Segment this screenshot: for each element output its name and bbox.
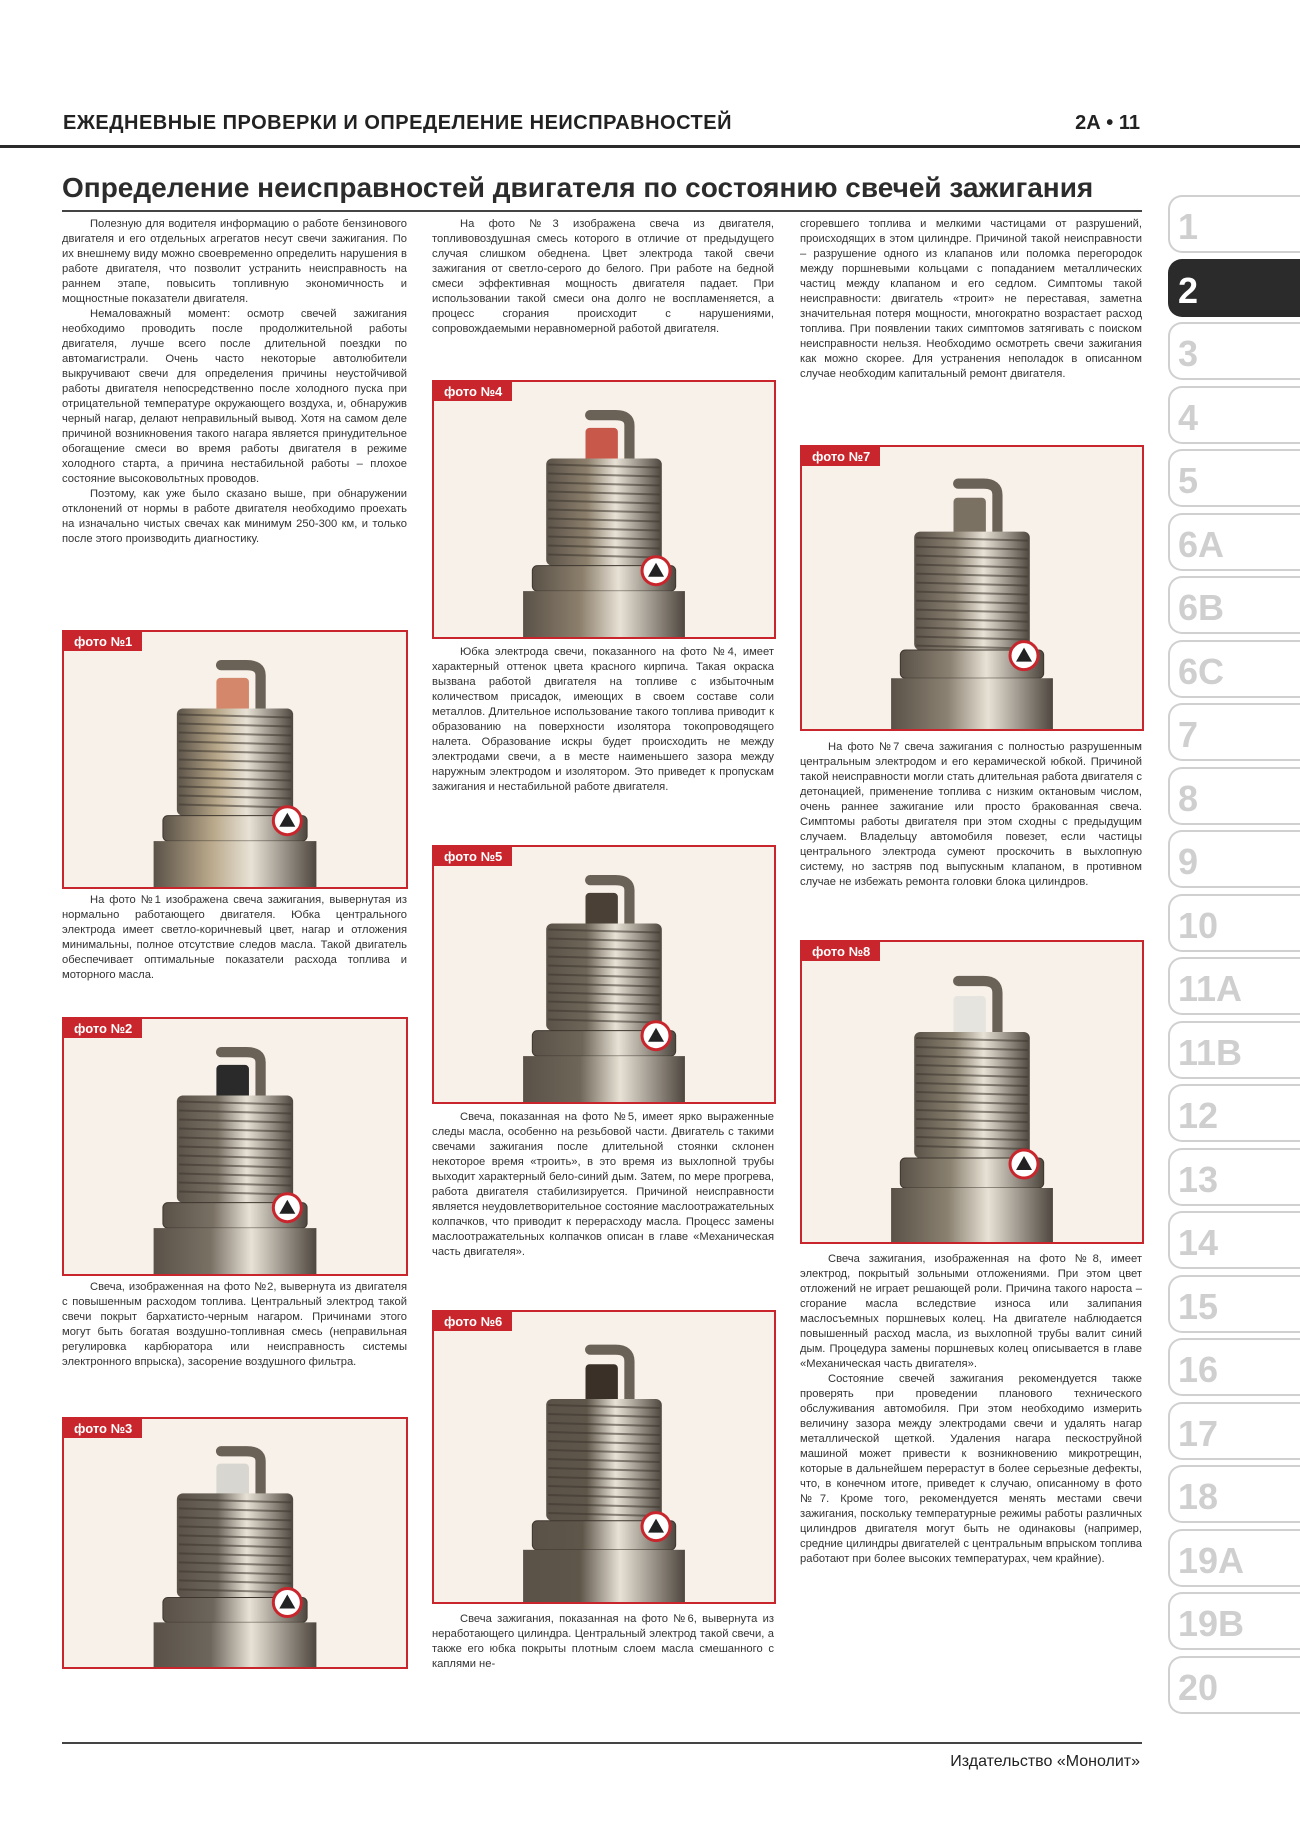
paragraph: На фото №7 свеча зажигания с полностью разрушенным центральным электродом и его керамической юбкой. Причиной такой неисправности могли стать длительная работа двигателя с детонацией, применение топлива с низким октановым числом, очень раннее зажигание или просто бракованная свеча. Симптомы работы двигателя при этом сходны с предыдущим случаем. Владельцу автомобиля повезет, если частицы центрального электрода сумеют проскочить в выхлопную систему, но застряв под выпускным клапаном, в противном случае не избежать ремонта головки блока цилиндров. (800, 741, 1142, 888)
chapter-tab[interactable] (1168, 259, 1300, 317)
chapter-tab-label: 8 (1178, 777, 1199, 819)
paragraph: сгоревшего топлива и мелкими частицами от разрушений, происходящих в этом цилиндре. Причиной такой неисправности – разрушение одного из клапанов или поломка перегородок между поршневыми кольцами с попаданием металлических частиц между клапаном и его седлом. Симптомы такой неисправности: двигатель «троит» не переставая, заметна значительная потеря мощности, многократно возрастает расход топлива. При появлении таких симптомов затягивать с поиском неисправности нельзя. Необходимо осмотреть свечи зажигания как можно скорее. Для устранения неполадок в описанном случае необходим капитальный ремонт двигателя. (800, 218, 1142, 380)
section-title: ЕЖЕДНЕВНЫЕ ПРОВЕРКИ И ОПРЕДЕЛЕНИЕ НЕИСПРАВНОСТЕЙ (63, 112, 732, 134)
photo-7 (800, 445, 1144, 731)
photo-3 (62, 1417, 408, 1669)
plug-hex (523, 591, 685, 637)
chapter-tab-label: 9 (1178, 841, 1199, 882)
chapter-tab-label: 19A (1178, 1539, 1245, 1581)
spark-plug-image (434, 1312, 774, 1602)
chapter-tab[interactable] (1168, 1529, 1300, 1587)
center-electrode (216, 1065, 249, 1101)
chapter-tab-label: 20 (1178, 1666, 1219, 1708)
photo-label: фото №3 (64, 1419, 142, 1438)
chapter-tab[interactable] (1168, 703, 1300, 761)
chapter-tab[interactable] (1168, 449, 1300, 507)
chapter-tab[interactable] (1168, 576, 1300, 634)
chapter-tab[interactable] (1168, 1465, 1300, 1523)
chapter-tab[interactable] (1168, 957, 1300, 1015)
article-title: Определение неисправностей двигателя по состоянию свечей зажигания (62, 172, 1094, 203)
plug-hex (154, 1228, 317, 1274)
plug-hex (523, 1550, 685, 1602)
chapter-tab-label: 6C (1178, 650, 1225, 692)
chapter-tab[interactable] (1168, 195, 1300, 253)
chapter-tab-label: 7 (1178, 714, 1199, 755)
chapter-tab-label: 10 (1178, 904, 1219, 946)
photo-5 (432, 845, 776, 1104)
photo-2 (62, 1017, 408, 1276)
header-rule (0, 145, 1300, 148)
spark-plug-image (64, 1019, 406, 1274)
paragraph: На фото №1 изображена свеча зажигания, вывернутая из нормально работающего двигателя. Юбка центрального электрода имеет светло-коричневый цвет, нагар и отложения минимальны, полное отсутствие следов масла. Такой двигатель обеспечивает оптимальные показатели расхода топлива и моторного масла. (62, 894, 407, 981)
center-electrode (586, 1364, 618, 1405)
chapter-tab-label: 13 (1178, 1158, 1219, 1200)
chapter-tab-label: 16 (1178, 1349, 1219, 1390)
chapter-tab[interactable] (1168, 767, 1300, 825)
footer-rule (62, 1742, 1142, 1744)
chapter-tab[interactable] (1168, 1084, 1300, 1142)
running-header (30, 110, 1140, 140)
column-1-intro (62, 217, 407, 547)
chapter-tab-label: 12 (1178, 1095, 1219, 1136)
center-electrode (954, 996, 986, 1038)
chapter-tab[interactable] (1168, 513, 1300, 571)
paragraph: Поэтому, как уже было сказано выше, при обнаружении отклонений от нормы в работе двигателя необходимо проехать на изначально чистых свечах как минимум 250-300 км, и только после этого производить диагностику. (62, 488, 407, 545)
title-rule (62, 210, 1142, 212)
column-3-top-text (800, 217, 1142, 382)
photo-label: фото №7 (802, 447, 880, 466)
page-number: 2А • 11 (1075, 112, 1140, 134)
chapter-tab[interactable] (1168, 1338, 1300, 1396)
spark-plug-image (802, 942, 1142, 1242)
photo-label: фото №1 (64, 632, 142, 651)
spark-plug-image (802, 447, 1142, 729)
plug-hex (891, 1188, 1053, 1242)
chapter-tab[interactable] (1168, 1402, 1300, 1460)
chapter-tab-label: 6A (1178, 523, 1225, 565)
chapter-tab[interactable] (1168, 830, 1300, 888)
publisher: Издательство «Монолит» (950, 1753, 1140, 1770)
photo-1 (62, 630, 408, 889)
center-electrode (954, 498, 986, 537)
chapter-tab[interactable] (1168, 640, 1300, 698)
paragraph: Юбка электрода свечи, показанного на фото №4, имеет характерный оттенок цвета красного кирпича. Такая окраска вызвана работой двигателя на топливе с избыточным количеством присадок, имеющих в своем составе соли металлов. Длительное использование такого топлива приводит к образованию на поверхности изолятора токопроводящего налета. Образование искры будет происходить не между электродами свечи, а в месте наименьшего зазора между наружным электродом и изолятором. Это приведет к пропускам зажигания и нестабильной работе двигателя. (432, 646, 774, 793)
chapter-tab-label: 4 (1178, 396, 1199, 438)
photo-6 (432, 1310, 776, 1604)
chapter-tab[interactable] (1168, 322, 1300, 380)
plug-hex (523, 1056, 685, 1102)
center-electrode (586, 428, 618, 464)
paragraph: Свеча зажигания, изображенная на фото №8, имеет электрод, покрытый зольными отложениями. При этом цвет отложений не играет решающей роли. Причина такого нароста – сгорание масла вследствие износа или залипания маслосъемных поршневых колец. На двигателе наблюдается повышенный расход масла, из выхлопной трубы валит синий дым. Процедура замены поршневых колец описывается в главе «Механическая часть двигателя». (800, 1253, 1142, 1370)
column-3-photo8-text (800, 1252, 1142, 1567)
chapter-tab[interactable] (1168, 1021, 1300, 1079)
chapter-tab[interactable] (1168, 1656, 1300, 1714)
chapter-tab-label: 15 (1178, 1285, 1219, 1327)
chapter-tab-label: 11A (1178, 968, 1243, 1009)
column-1-photo1-caption (62, 893, 407, 983)
spark-plug-image (64, 1419, 406, 1667)
paragraph: Полезную для водителя информацию о работе бензинового двигателя и его отдельных агрегатов несут свечи зажигания. По их внешнему виду можно своевременно определить нарушения в работе двигателя, что позволит устранить неисправность на раннем этапе, повысить топливную экономичность и мощностные показатели двигателя. (62, 218, 407, 305)
paragraph: Свеча, показанная на фото №5, имеет ярко выраженные следы масла, особенно на резьбовой части. Двигатель с такими свечами зажигания после длительной стоянки склонен некоторое время «троить», в это время из выхлопной трубы выходит характерный бело-синий дым. Затем, по мере прогрева, работа двигателя стабилизируется. Причиной неисправности является неудовлетворительное состояние маслоотражательных колпачков, что приводит к перерасходу масла. Процесс замены маслоотражательных колпачков описан в главе «Механическая часть двигателя». (432, 1111, 774, 1258)
center-electrode (586, 893, 618, 929)
chapter-tab-label: 18 (1178, 1476, 1219, 1517)
spark-plug-image (434, 847, 774, 1102)
plug-hex (154, 841, 317, 887)
column-2-photo4-text (432, 645, 774, 795)
chapter-tab-label: 19B (1178, 1603, 1245, 1644)
column-2-photo6-text (432, 1612, 774, 1672)
photo-label: фото №8 (802, 942, 880, 961)
photo-4 (432, 380, 776, 639)
photo-label: фото №6 (434, 1312, 512, 1331)
paragraph: Немаловажный момент: осмотр свечей зажигания необходимо проводить после продолжительной работы двигателя, лучше всего после длительной поездки по автомагистрали. Очень часто некоторые автолюбители выкручивают свечи для определения причины неустойчивой работы двигателя непосредственно после холодного пуска при отрицательной температуре окружающего воздуха, и, обнаружив черный нагар, делают неправильный вывод. Хотя на самом деле причиной возникновения такого нагара является принудительное обогащение смеси во время работы двигателя в режиме холодного старта, а причина нестабильной работы – плохое состояние высоковольтных проводов. (62, 308, 407, 485)
photo-label: фото №4 (434, 382, 512, 401)
spark-plug-image (64, 632, 406, 887)
chapter-tab[interactable] (1168, 386, 1300, 444)
chapter-tab[interactable] (1168, 894, 1300, 952)
photo-label: фото №2 (64, 1019, 142, 1038)
chapter-tab[interactable] (1168, 1592, 1300, 1650)
paragraph: Свеча зажигания, показанная на фото №6, вывернута из неработающего цилиндра. Центральный электрод такой свечи, а также его юбка покрыты плотным слоем масла смешанного с каплями не- (432, 1613, 774, 1670)
chapter-tab-label: 11B (1178, 1031, 1243, 1073)
chapter-tab[interactable] (1168, 1211, 1300, 1269)
chapter-tab-label: 1 (1178, 206, 1199, 247)
chapter-tab-label: 2 (1178, 269, 1199, 311)
spark-plug-image (434, 382, 774, 637)
paragraph: Состояние свечей зажигания рекомендуется также проверять при проведении планового технического обслуживания автомобиля. При этом необходимо измерить величину зазора между электродами свечи и удалять нагар металлической щеткой. Удаления нагара пескоструйной машиной может привести к возникновению микротрещин, которые в дальнейшем перерастут в более серьезные дефекты, что, в конечном итоге, приведет к случаю, описанному в фото №7. Кроме того, рекомендуется менять местами свечи зажигания, поскольку температурные режимы работы различных цилиндров двигателя могут быть не одинаковы (например, средние цилиндры двигателей с центральным впрыском топлива работают при более высоких температурах, чем крайние). (800, 1373, 1142, 1565)
paragraph: Свеча, изображенная на фото №2, вывернута из двигателя с повышенным расходом топлива. Центральный электрод такой свечи покрыт бархатисто-черным нагаром. Причинами этого могут быть богатая воздушно-топливная смесь (неправильная регулировка карбюратора или неисправность системы электронного впрыска), засорение воздушного фильтра. (62, 1281, 407, 1368)
photo-8 (800, 940, 1144, 1244)
plug-hex (891, 678, 1053, 729)
chapter-tab-label: 17 (1178, 1412, 1219, 1454)
photo-label: фото №5 (434, 847, 512, 866)
chapter-tab[interactable] (1168, 1275, 1300, 1333)
column-2-photo3-text (432, 217, 774, 337)
column-2-photo5-text (432, 1110, 774, 1260)
plug-hex (154, 1622, 317, 1667)
chapter-tab-label: 5 (1178, 460, 1199, 501)
column-3-photo7-text (800, 740, 1142, 890)
center-electrode (216, 1464, 249, 1499)
paragraph: На фото №3 изображена свеча из двигателя, топливовоздушная смесь которого в отличие от предыдущего случая слишком обеднена. Цвет электрода такой свечи зажигания от светло-серого до белого. При работе на бедной смеси эффективная мощность двигателя падает. При использовании такой смеси она долго не воспламеняется, а процесс сгорания происходит с нарушениями, сопровождаемыми неравномерной работой двигателя. (432, 218, 774, 335)
center-electrode (216, 678, 249, 714)
column-1-photo2-caption (62, 1280, 407, 1370)
chapter-tab-label: 3 (1178, 333, 1199, 374)
chapter-tab-label: 6B (1178, 587, 1225, 628)
chapter-tab-label: 14 (1178, 1222, 1219, 1263)
chapter-tab[interactable] (1168, 1148, 1300, 1206)
